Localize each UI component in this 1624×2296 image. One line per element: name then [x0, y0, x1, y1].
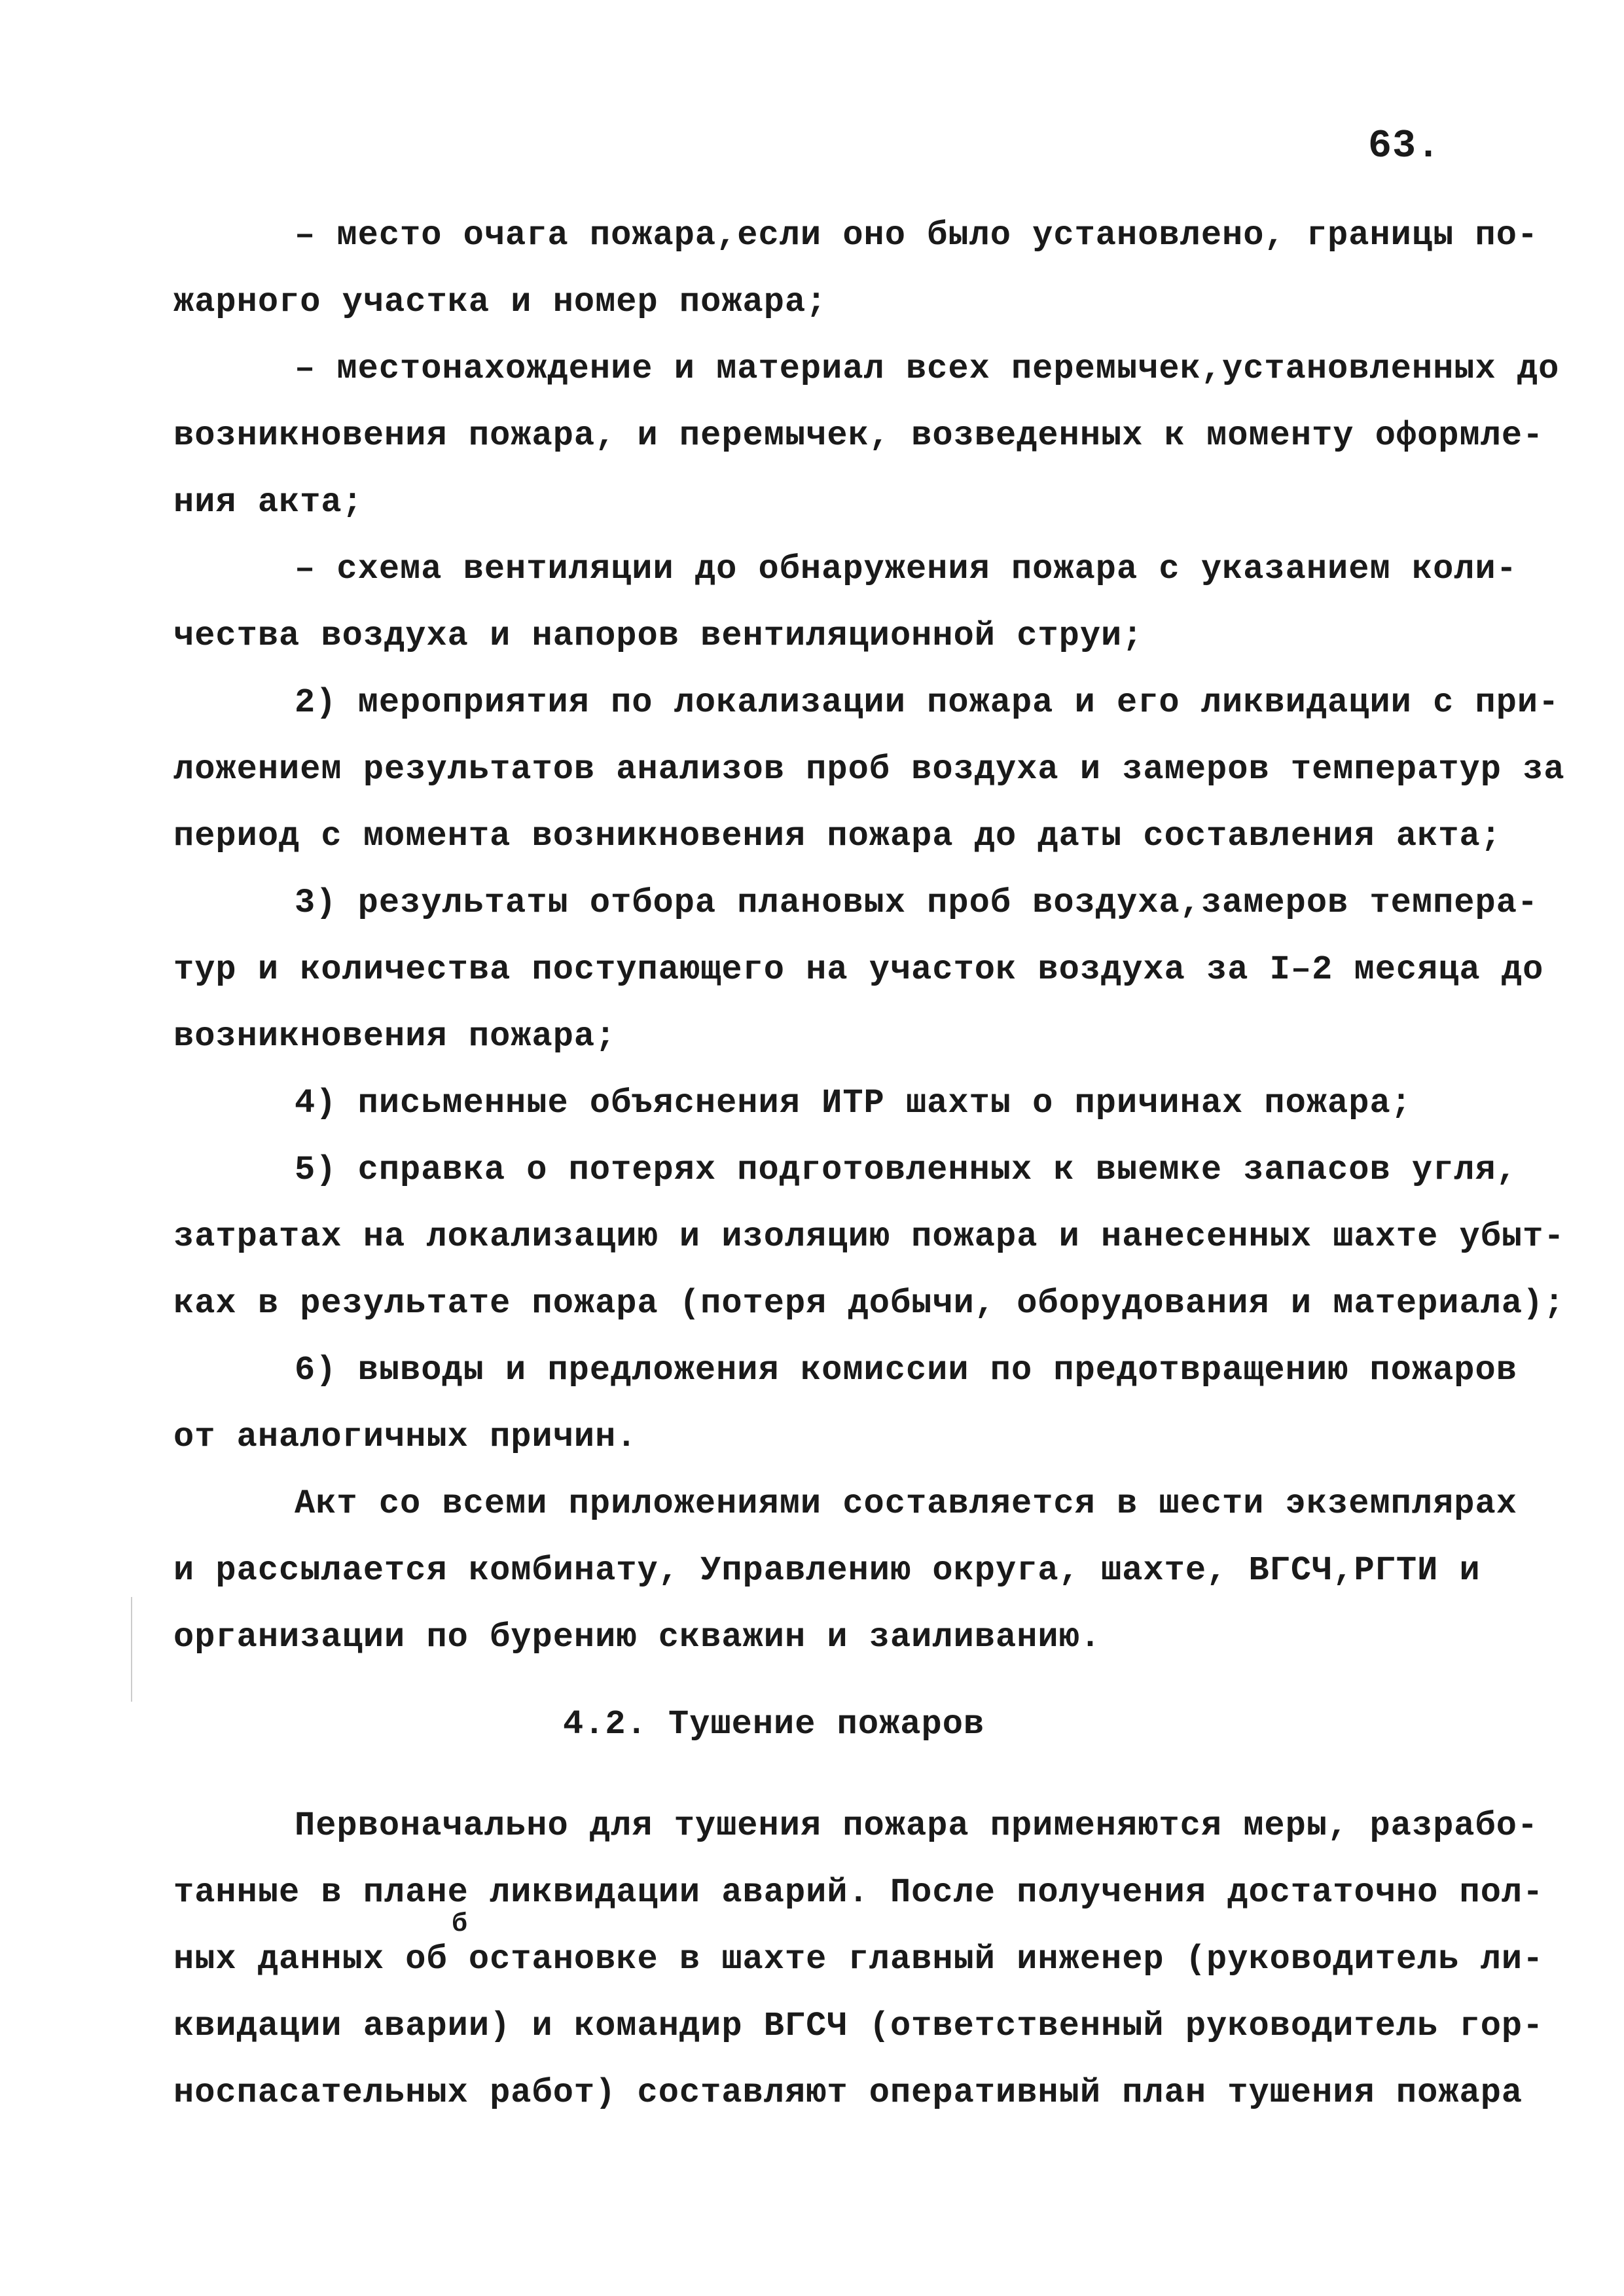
text-line-27: носпасательных работ) составляют оперативный план тушения пожара [173, 2073, 1523, 2112]
text-line-10: период с момента возникновения пожара до даты составления акта; [173, 817, 1502, 855]
text-line-8: 2) мероприятия по локализации пожара и его ликвидации с при- [295, 683, 1560, 722]
text-line-9: ложением результатов анализов проб воздуха и замеров температур за [173, 750, 1565, 789]
margin-mark [131, 1597, 132, 1702]
text-line-26: квидации аварии) и командир ВГСЧ (ответственный руководитель гор- [173, 2007, 1544, 2045]
text-line-21: и рассылается комбинату, Управлению округа, шахте, ВГСЧ,РГТИ и [173, 1551, 1481, 1590]
text-line-11: 3) результаты отбора плановых проб воздуха,замеров темпера- [295, 884, 1539, 922]
text-line-5: ния акта; [173, 483, 363, 522]
handwritten-correction: б [452, 1910, 469, 1939]
text-line-16: затратах на локализацию и изоляцию пожара и нанесенных шахте убыт- [173, 1217, 1565, 1256]
text-line-24: танные в плане ликвидации аварий. После получения достаточно пол- [173, 1873, 1544, 1912]
text-line-23: Первоначально для тушения пожара применяются меры, разрабо- [295, 1806, 1539, 1845]
text-line-4: возникновения пожара, и перемычек, возведенных к моменту оформле- [173, 416, 1544, 455]
text-line-1: – место очага пожара,если оно было установлено, границы по- [295, 216, 1539, 255]
text-line-22: организации по бурению скважин и заиливанию. [173, 1618, 1102, 1657]
text-line-15: 5) справка о потерях подготовленных к выемке запасов угля, [295, 1151, 1517, 1189]
text-line-19: от аналогичных причин. [173, 1418, 638, 1456]
text-line-6: – схема вентиляции до обнаружения пожара с указанием коли- [295, 550, 1517, 588]
text-line-2: жарного участка и номер пожара; [173, 283, 827, 321]
text-line-14: 4) письменные объяснения ИТР шахты о причинах пожара; [295, 1084, 1412, 1122]
text-line-25: ных данных об остановке в шахте главный инженер (руководитель ли- [173, 1940, 1544, 1979]
text-line-18: 6) выводы и предложения комиссии по предотвращению пожаров [295, 1351, 1517, 1390]
text-line-7: чества воздуха и напоров вентиляционной струи; [173, 617, 1144, 655]
page-number: 63. [1368, 124, 1441, 169]
text-line-13: возникновения пожара; [173, 1017, 617, 1056]
text-line-12: тур и количества поступающего на участок воздуха за I–2 месяца до [173, 950, 1544, 989]
text-line-20: Акт со всеми приложениями составляется в шести экземплярах [295, 1484, 1517, 1523]
text-line-3: – местонахождение и материал всех перемычек,установленных до [295, 350, 1560, 388]
text-line-17: ках в результате пожара (потеря добычи, оборудования и материала); [173, 1284, 1565, 1323]
section-heading: 4.2. Тушение пожаров [563, 1705, 985, 1744]
